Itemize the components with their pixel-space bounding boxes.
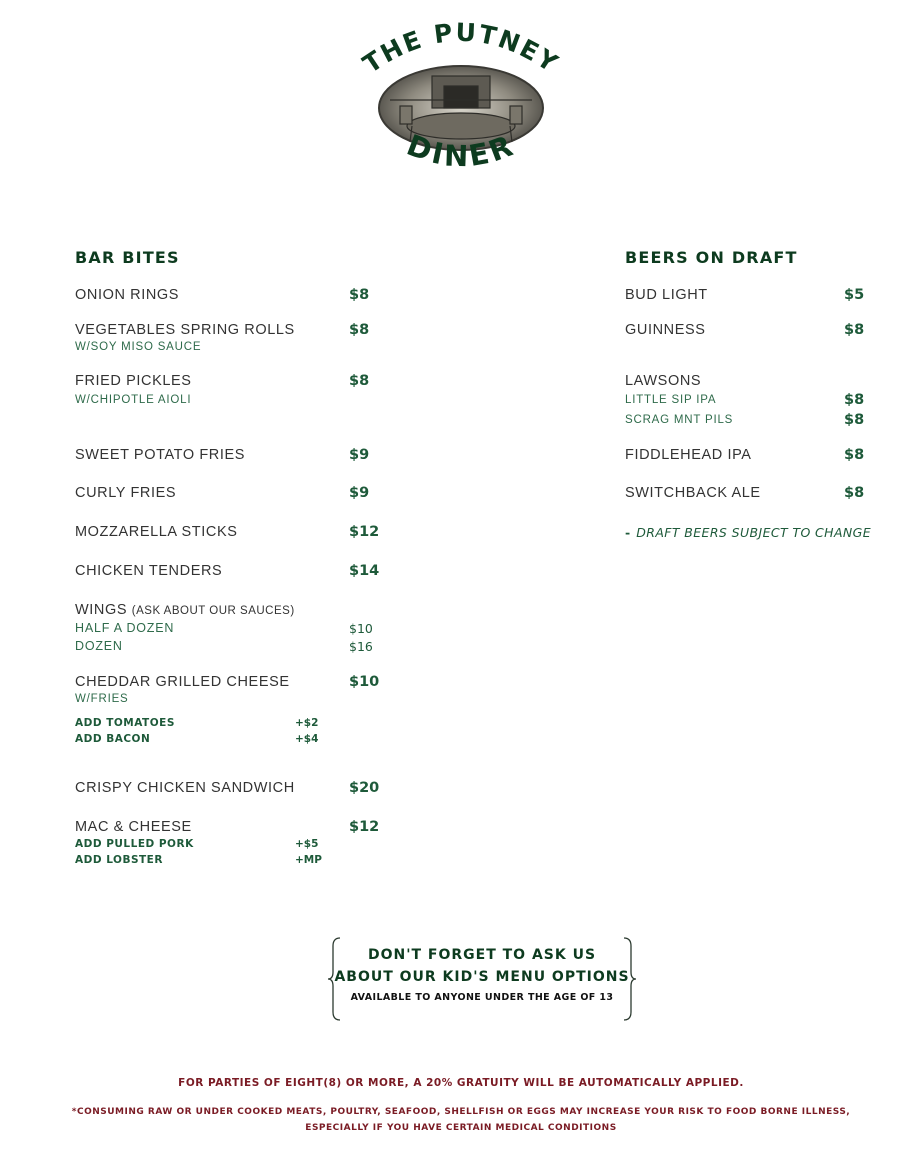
price-bud-light: $5: [844, 287, 865, 303]
price-addon-tomatoes: +$2: [295, 717, 319, 729]
beer-guinness: GUINNESS: [625, 322, 706, 338]
price-little-sip-ipa: $8: [844, 392, 865, 408]
bar-bites-heading: BAR BITES: [75, 248, 180, 267]
kids-menu-callout: [328, 936, 636, 1022]
kids-line-1: DON'T FORGET TO ASK US: [367, 947, 597, 963]
kids-line-3: AVAILABLE TO ANYONE UNDER THE AGE OF 13: [350, 992, 614, 1003]
wings-half-dozen: HALF A DOZEN: [75, 621, 175, 635]
wings-note: (ASK ABOUT OUR SAUCES): [131, 605, 295, 617]
menu-item-mozzarella-sticks: MOZZARELLA STICKS: [75, 524, 238, 540]
menu-item-onion-rings: ONION RINGS: [75, 287, 180, 303]
menu-item-curly-fries: CURLY FRIES: [75, 485, 177, 501]
price-fiddlehead-ipa: $8: [844, 447, 865, 463]
draft-note-dash: -: [625, 525, 631, 540]
beer-switchback-ale: SWITCHBACK ALE: [625, 485, 761, 501]
price-guinness: $8: [844, 322, 865, 338]
price-sweet-potato-fries: $9: [349, 447, 370, 463]
diner-logo: [340, 20, 582, 192]
price-cheddar-grilled-cheese: $10: [349, 674, 380, 690]
note-spring-rolls: W/SOY MISO SAUCE: [75, 341, 202, 353]
draft-note: [625, 525, 871, 540]
price-wings-dozen: $16: [349, 639, 373, 654]
price-mozzarella-sticks: $12: [349, 524, 380, 540]
price-onion-rings: $8: [349, 287, 370, 303]
menu-item-crispy-chicken-sandwich: CRISPY CHICKEN SANDWICH: [75, 780, 295, 796]
beers-heading: BEERS ON DRAFT: [625, 248, 798, 267]
draft-note-text: DRAFT BEERS SUBJECT TO CHANGE: [636, 525, 872, 540]
beer-lawsons: LAWSONS: [625, 373, 702, 389]
menu-item-chicken-tenders: CHICKEN TENDERS: [75, 563, 223, 579]
food-safety-warning-line-2: ESPECIALLY IF YOU HAVE CERTAIN MEDICAL CONDITIONS: [305, 1123, 617, 1133]
wings-dozen: DOZEN: [75, 639, 123, 653]
note-fried-pickles: W/CHIPOTLE AIOLI: [75, 394, 192, 406]
logo-emblem: [340, 20, 582, 192]
price-mac-and-cheese: $12: [349, 819, 380, 835]
price-switchback-ale: $8: [844, 485, 865, 501]
logo-title-bottom: DINER: [402, 127, 520, 174]
menu-item-wings: [75, 602, 295, 618]
price-curly-fries: $9: [349, 485, 370, 501]
price-crispy-chicken-sandwich: $20: [349, 780, 380, 796]
wings-name: WINGS: [75, 602, 128, 618]
menu-item-sweet-potato-fries: SWEET POTATO FRIES: [75, 447, 246, 463]
addon-bacon: ADD BACON: [75, 733, 151, 745]
price-fried-pickles: $8: [349, 373, 370, 389]
note-grilled-cheese: W/FRIES: [75, 693, 129, 705]
price-addon-lobster: +MP: [295, 854, 322, 866]
gratuity-notice: FOR PARTIES OF EIGHT(8) OR MORE, A 20% GRATUITY WILL BE AUTOMATICALLY APPLIED.: [178, 1077, 744, 1089]
price-addon-pulled-pork: +$5: [295, 838, 319, 850]
beer-fiddlehead-ipa: FIDDLEHEAD IPA: [625, 447, 752, 463]
addon-tomatoes: ADD TOMATOES: [75, 717, 175, 729]
menu-item-cheddar-grilled-cheese: CHEDDAR GRILLED CHEESE: [75, 674, 290, 690]
menu-item-fried-pickles: FRIED PICKLES: [75, 373, 192, 389]
menu-item-mac-and-cheese: MAC & CHEESE: [75, 819, 192, 835]
price-scrag-mnt-pils: $8: [844, 412, 865, 428]
price-wings-half-dozen: $10: [349, 621, 373, 636]
price-spring-rolls: $8: [349, 322, 370, 338]
beer-bud-light: BUD LIGHT: [625, 287, 708, 303]
beer-little-sip-ipa: LITTLE SIP IPA: [625, 394, 717, 406]
beer-scrag-mnt-pils: SCRAG MNT PILS: [625, 414, 734, 426]
price-addon-bacon: +$4: [295, 733, 319, 745]
food-safety-warning-line-1: *CONSUMING RAW OR UNDER COOKED MEATS, POULTRY, SEAFOOD, SHELLFISH OR EGGS MAY INCREASE YOUR RISK TO FOOD BORNE ILLNESS,: [71, 1107, 851, 1117]
kids-line-2: ABOUT OUR KID'S MENU OPTIONS: [334, 969, 630, 985]
addon-pulled-pork: ADD PULLED PORK: [75, 838, 194, 850]
price-chicken-tenders: $14: [349, 563, 380, 579]
logo-title-top: THE PUTNEY: [357, 20, 565, 79]
addon-lobster: ADD LOBSTER: [75, 854, 163, 866]
menu-item-spring-rolls: VEGETABLES SPRING ROLLS: [75, 322, 295, 338]
